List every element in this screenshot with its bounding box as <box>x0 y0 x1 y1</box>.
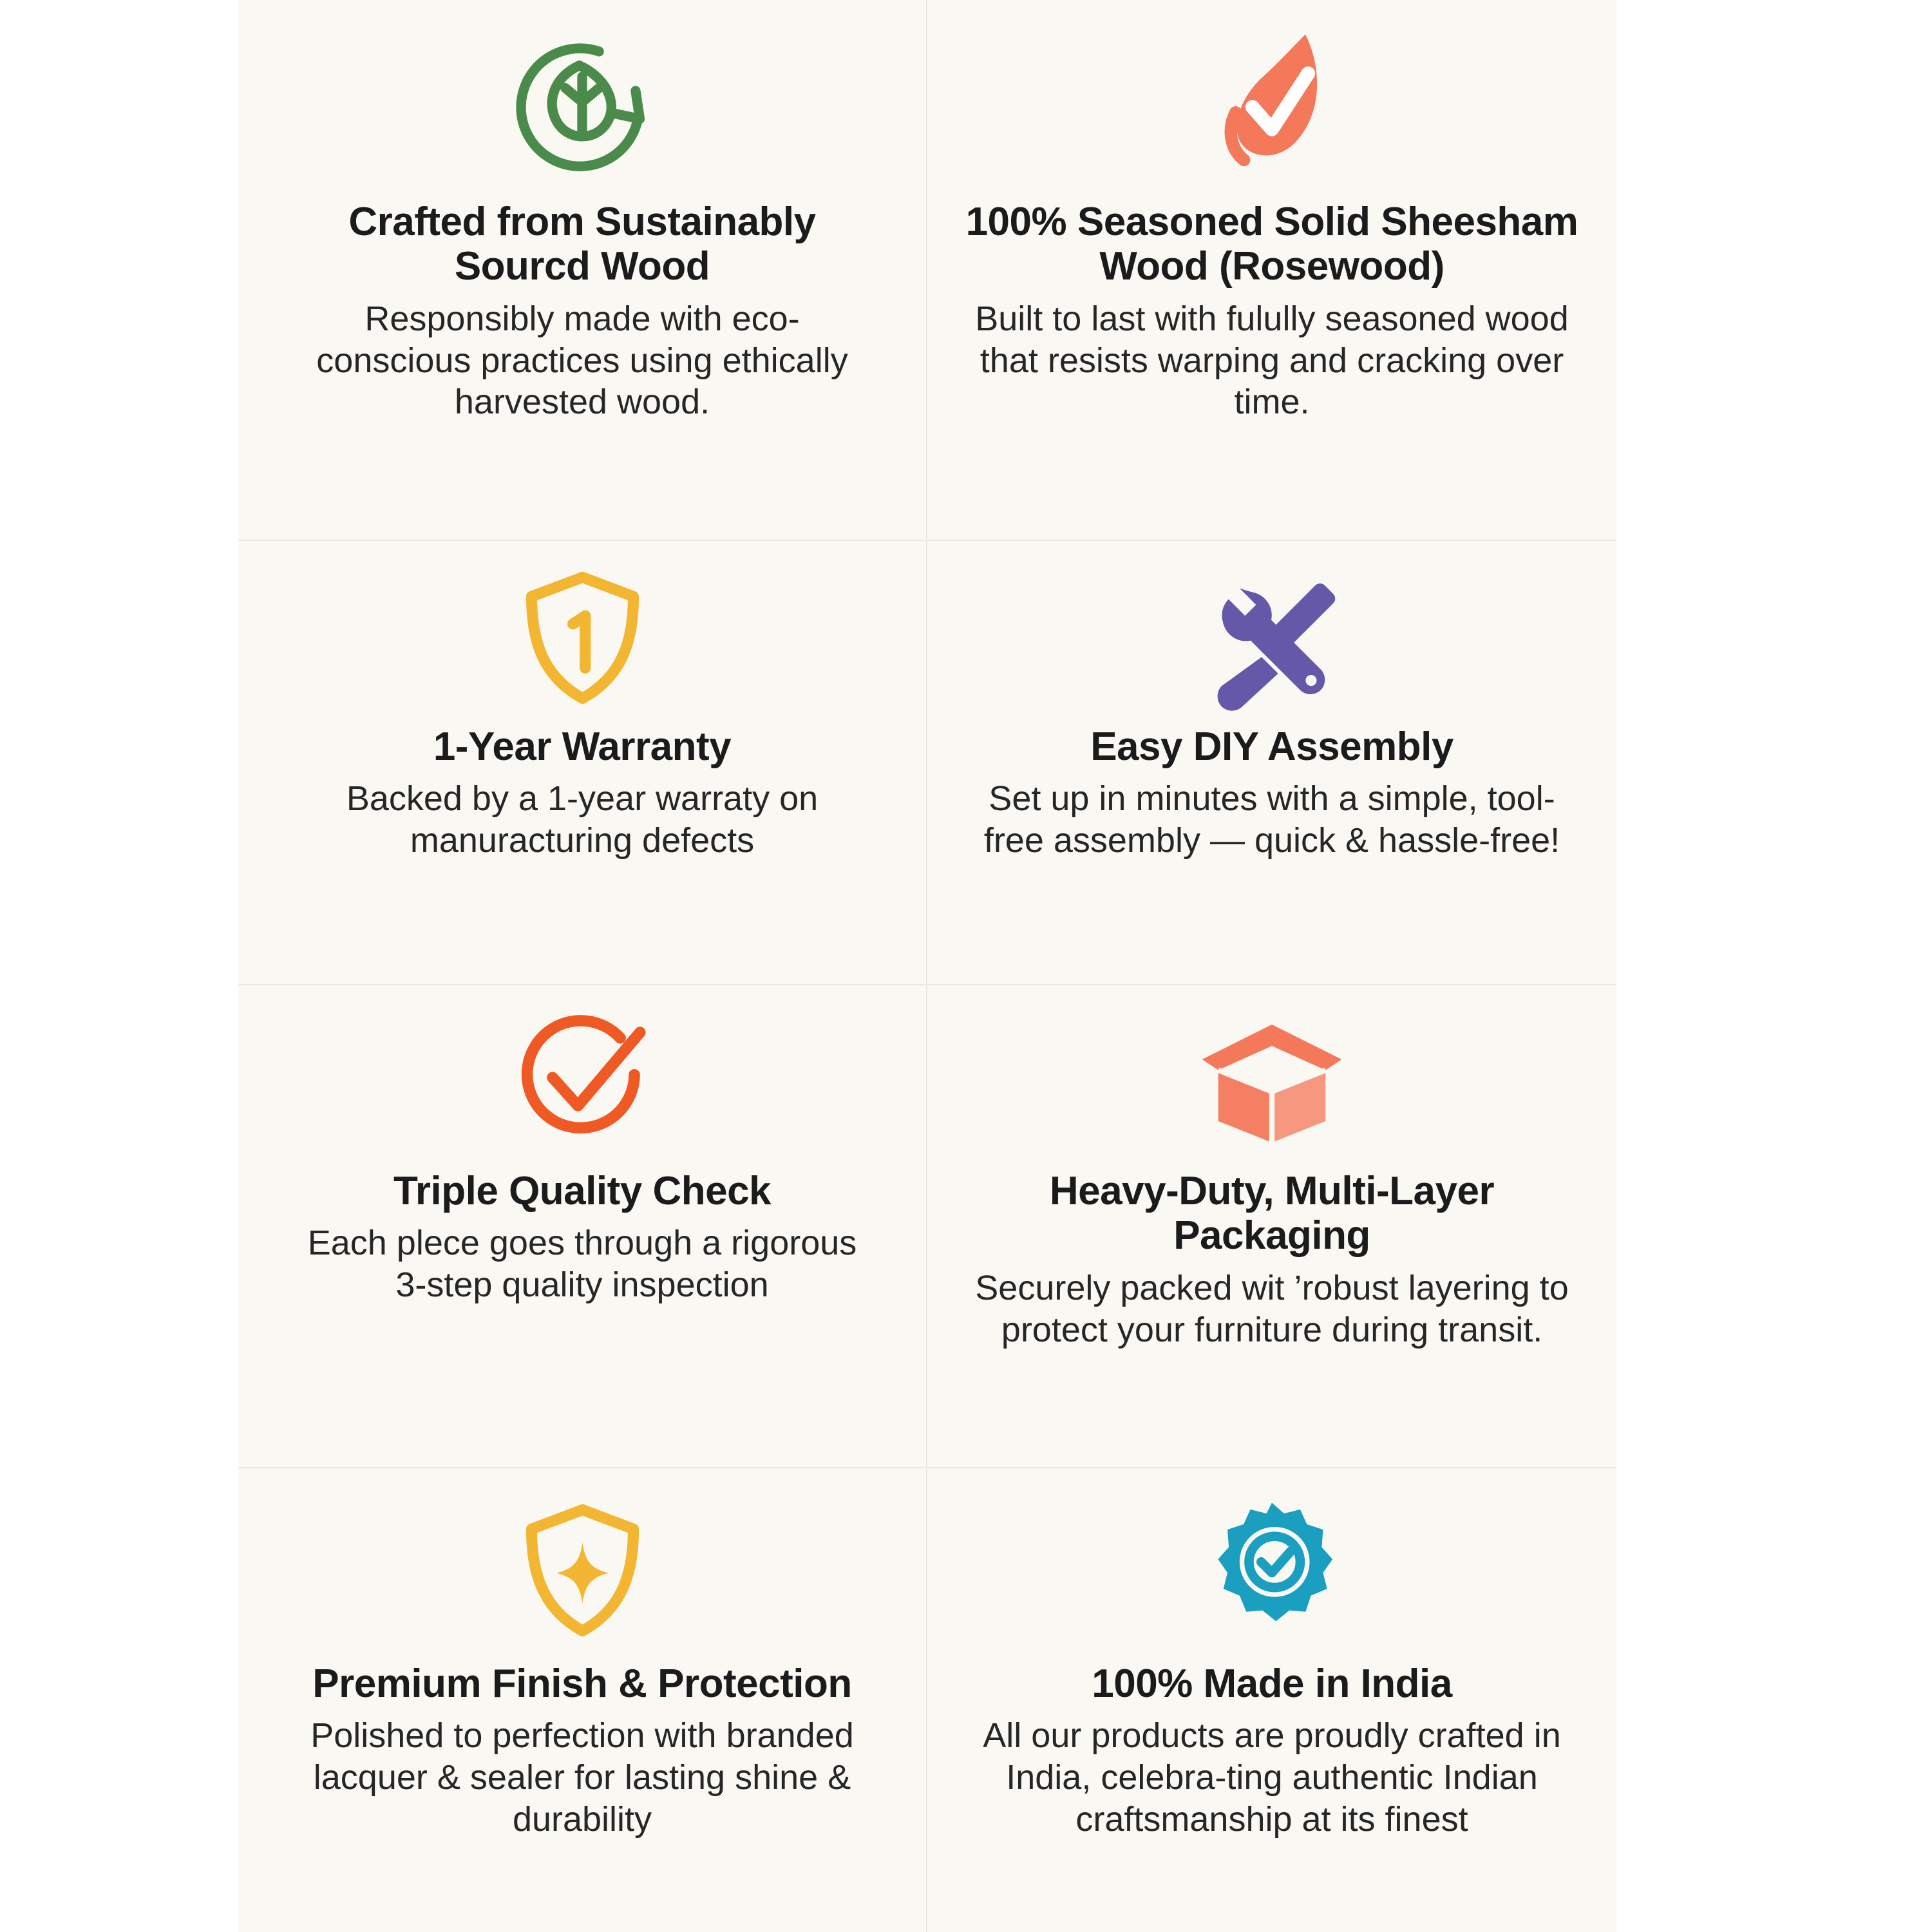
wrench-screwdriver-icon <box>1191 554 1352 724</box>
feature-card-packaging <box>927 985 1616 1468</box>
badge-check-icon <box>1198 1481 1346 1662</box>
feature-title: Triple Quality Check <box>393 1169 772 1213</box>
feature-description: Built to last with fulully seasoned wood that resists warping and cracking over time. <box>975 299 1569 422</box>
feature-description: Each plece goes through a rigorous 3-step quality inspection <box>307 1224 857 1305</box>
feature-grid <box>238 0 1616 1932</box>
feature-card-seasoned-sheesham <box>927 0 1616 541</box>
feature-card-diy-assembly <box>927 541 1616 985</box>
feature-description: Securely packed wit ’robust layering to protect your furniture during transit. <box>975 1268 1569 1349</box>
feature-title: Easy DIY Assembly <box>1090 724 1454 769</box>
feature-description: All our products are proudly crafted in India, celebra-ting authentic Indian craftsmanship at its finest <box>983 1716 1561 1839</box>
open-box-icon <box>1191 998 1352 1169</box>
feature-card-made-in-india <box>927 1468 1616 1932</box>
shield-sparkle-icon <box>504 1481 661 1662</box>
feature-title: 1-Year Warranty <box>433 724 732 769</box>
feature-title: Heavy-Duty, Multi-Layer Packaging <box>1049 1169 1495 1258</box>
feature-title: 100% Made in India <box>1092 1662 1452 1706</box>
feature-title: 100% Seasoned Solid Sheesham Wood (Rosewood) <box>965 200 1578 289</box>
check-circle-icon <box>502 998 663 1169</box>
feature-card-premium-finish <box>238 1468 927 1932</box>
feature-title: Premium Finish & Protection <box>312 1662 852 1706</box>
feature-description: Backed by a 1-year warraty on manuracturing defects <box>346 779 819 860</box>
feature-panel <box>238 0 1616 1932</box>
feature-title: Crafted from Sustainably Sourcd Wood <box>348 200 816 289</box>
shield-one-year-icon <box>504 554 661 724</box>
feature-card-quality-check <box>238 985 927 1468</box>
leaf-recycle-icon <box>495 13 669 200</box>
feature-description: Set up in minutes with a simple, tool-free assembly — quick & hassle-free! <box>983 779 1560 860</box>
feature-description: Polished to perfection with branded lacquer & sealer for lasting shine & durability <box>310 1716 854 1839</box>
feature-card-sustainable-wood <box>238 0 927 541</box>
leaf-check-icon <box>1188 13 1356 200</box>
feature-description: Responsibly made with eco-conscious practices using ethically harvested wood. <box>316 299 848 422</box>
feature-card-warranty <box>238 541 927 985</box>
